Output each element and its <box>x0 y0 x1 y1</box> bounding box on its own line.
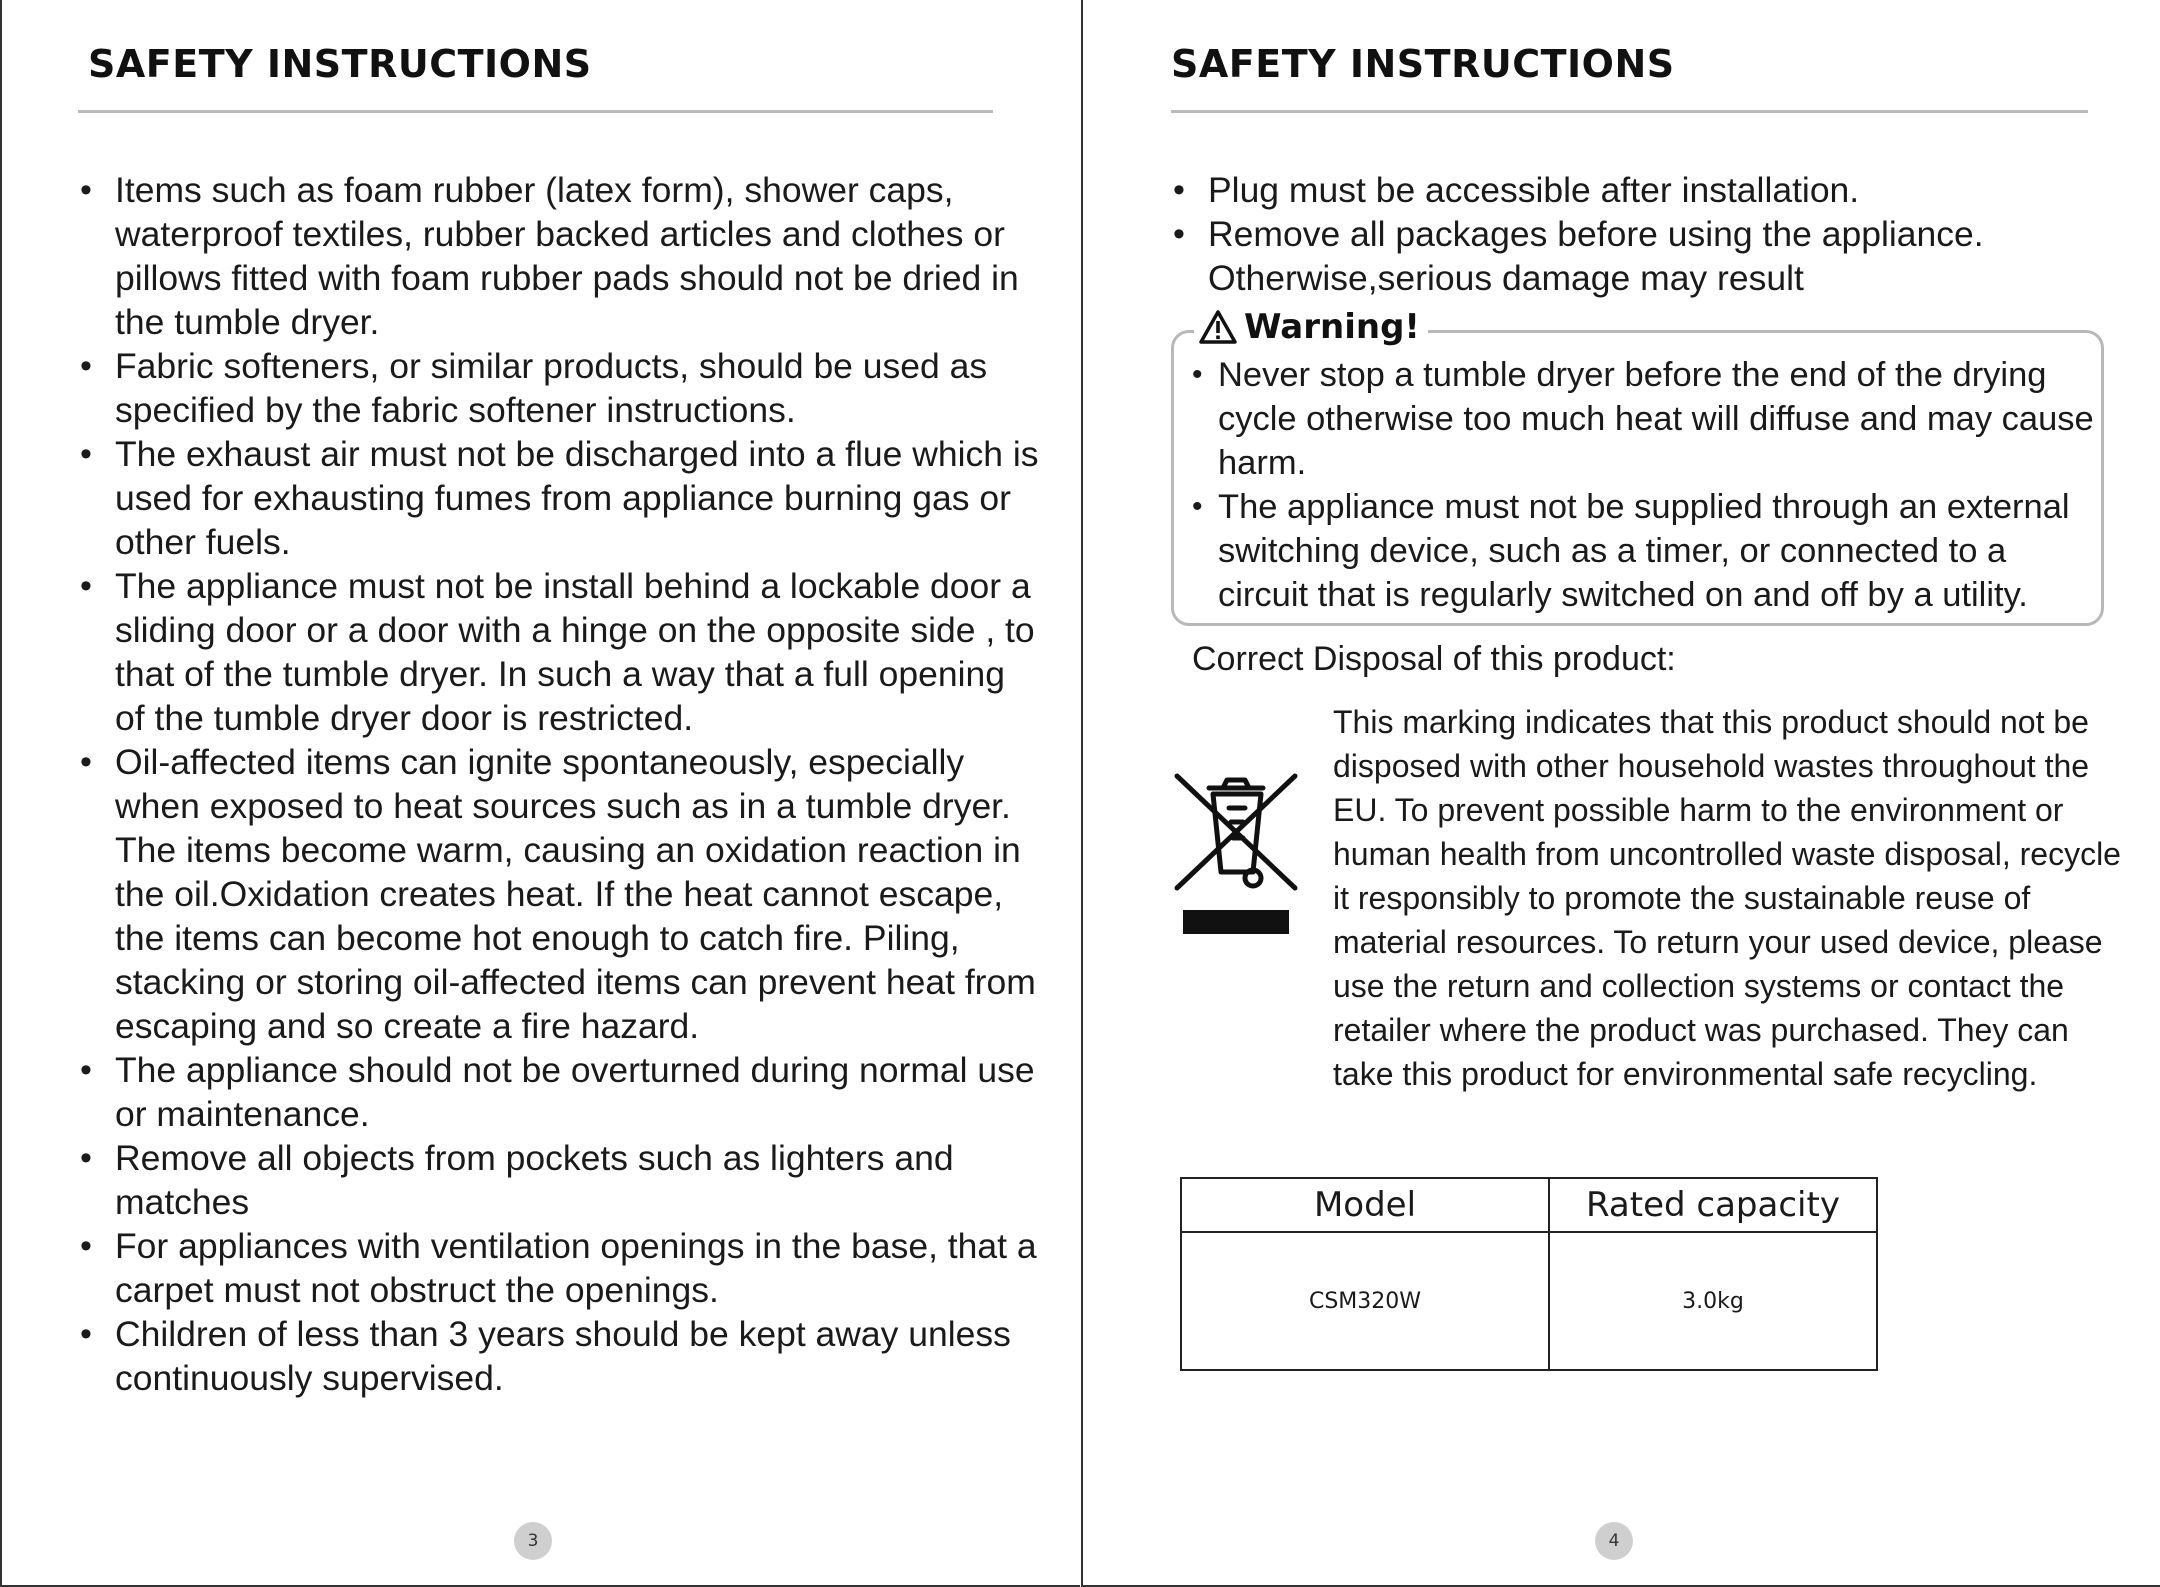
disposal-text: This marking indicates that this product should not be disposed with other household wastes throughout the EU. To prevent possible harm to the environment or human health from uncontrolled waste disposal, recycle it responsibly to promote the sustainable reuse of material resources. To return your used device, please use the return and collection systems or contact the retailer where the product was purchased. They can take this product for environmental safe recycling. <box>1333 704 2121 1092</box>
bullet-item: • Remove all objects from pockets such as lighters and matches <box>80 1136 1040 1224</box>
bullet-item: • The exhaust air must not be discharged into a flue which is used for exhausting fumes from appliance burning gas or other fuels. <box>80 432 1040 564</box>
heading-divider <box>1171 110 2088 113</box>
model-header: Model <box>1181 1178 1549 1232</box>
bullet-item: • Children of less than 3 years should be kept away unless continuously supervised. <box>80 1312 1040 1400</box>
right-page <box>1081 0 2160 1587</box>
warning-title: Warning! <box>1244 307 1420 347</box>
rated-capacity-value: 3.0kg <box>1549 1232 1877 1370</box>
bullet-item: • Fabric softeners, or similar products, should be used as specified by the fabric softener instructions. <box>80 344 1040 432</box>
bullet-item: • Items such as foam rubber (latex form), shower caps, waterproof textiles, rubber backed articles and clothes or pillows fitted with foam rubber pads should not be dried in the tumble dryer. <box>80 168 1040 344</box>
warning-item: • Never stop a tumble dryer before the end of the drying cycle otherwise too much heat will diffuse and may cause harm. <box>1192 353 2102 485</box>
page-heading: SAFETY INSTRUCTIONS <box>88 42 592 86</box>
warning-item: • The appliance must not be supplied through an external switching device, such as a timer, or connected to a circuit that is regularly switched on and off by a utility. <box>1192 485 2102 617</box>
safety-bullet-list <box>1173 168 2073 300</box>
rated-capacity-header: Rated capacity <box>1549 1178 1877 1232</box>
warning-heading <box>1194 307 1428 347</box>
table-row <box>1181 1232 1877 1370</box>
page-heading: SAFETY INSTRUCTIONS <box>1171 42 1675 86</box>
page-number: 3 <box>514 1522 552 1560</box>
bullet-item: • The appliance must not be install behind a lockable door a sliding door or a door with a hinge on the opposite side , to that of the tumble dryer. In such a way that a full opening of the tumble dryer door is restricted. <box>80 564 1040 740</box>
bullet-item: • For appliances with ventilation openings in the base, that a carpet must not obstruct the openings. <box>80 1224 1040 1312</box>
model-value: CSM320W <box>1181 1232 1549 1370</box>
bullet-item: • The appliance should not be overturned during normal use or maintenance. <box>80 1048 1040 1136</box>
warning-box <box>1171 307 2104 626</box>
bullet-item: • Plug must be accessible after installation. <box>1173 168 2073 212</box>
disposal-title: Correct Disposal of this product: <box>1192 640 1676 678</box>
bullet-item: • Oil-affected items can ignite spontaneously, especially when exposed to heat sources such as in a tumble dryer. The items become warm, causing an oxidation reaction in the oil.Oxidation creates heat. If the heat cannot escape, the items can become hot enough to catch fire. Piling, stacking or storing oil-affected items can prevent heat from escaping and so create a fire hazard. <box>80 740 1040 1048</box>
warning-bullet-list <box>1192 353 2102 617</box>
spec-table <box>1180 1177 1878 1371</box>
bullet-item: • Remove all packages before using the appliance. Otherwise,serious damage may result <box>1173 212 2073 300</box>
heading-divider <box>78 110 993 113</box>
warning-triangle-icon <box>1198 309 1238 345</box>
crossed-out-wheelie-bin-icon <box>1171 760 1301 950</box>
table-header-row <box>1181 1178 1877 1232</box>
page-number: 4 <box>1595 1522 1633 1560</box>
safety-bullet-list <box>80 168 1040 1400</box>
